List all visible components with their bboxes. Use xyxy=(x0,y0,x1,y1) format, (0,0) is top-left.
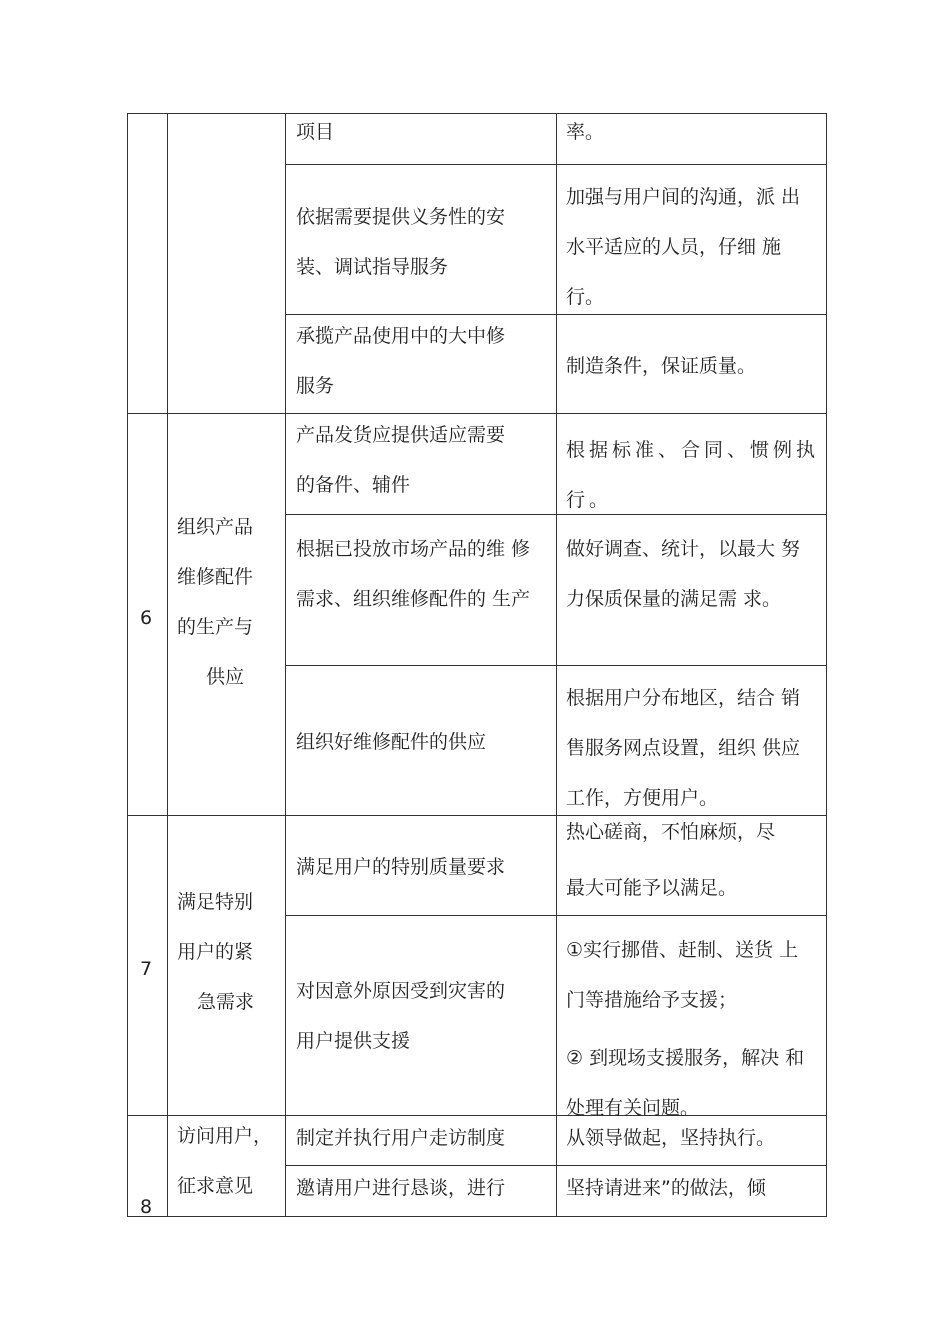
measure-cell xyxy=(566,807,775,913)
col-divider xyxy=(167,113,168,1217)
item-line: 服务 xyxy=(296,375,335,397)
measure-line: 做好调查、统计，以最大 努 xyxy=(566,538,801,560)
category-cell xyxy=(177,877,254,1027)
category-line: 的生产与 xyxy=(177,616,254,638)
measure-line: 工作，方便用户。 xyxy=(566,787,719,809)
item-line: 对因意外原因受到灾害的 xyxy=(296,980,506,1002)
item-cell xyxy=(296,1113,505,1163)
item-cell xyxy=(296,842,505,892)
row-number: 7 xyxy=(140,958,153,980)
category-line: 组织产品 xyxy=(177,516,254,538)
table-border-bottom xyxy=(127,1216,827,1217)
measure-cell xyxy=(566,341,756,391)
measure-cell xyxy=(566,425,819,525)
category-line: 访问用户， xyxy=(177,1125,273,1147)
measure-line: 售服务网点设置，组织 供应 xyxy=(566,737,801,759)
measure-line: ①实行挪借、赶制、送货 上 xyxy=(566,939,799,961)
measure-cell xyxy=(566,925,804,1133)
item-line: 承揽产品使用中的大中修 xyxy=(296,325,506,347)
item-cell xyxy=(296,311,505,411)
item-line: 邀请用户进行恳谈，进行 xyxy=(296,1177,506,1199)
measure-line: 最大可能予以满足。 xyxy=(566,877,738,899)
item-line: 用户提供支援 xyxy=(296,1030,411,1052)
measure-line: 力保质保量的满足需 求。 xyxy=(566,588,782,610)
measure-line: 率。 xyxy=(566,121,605,143)
col-border-left xyxy=(127,113,128,1217)
table-border-top xyxy=(127,113,827,114)
measure-line: 制造条件，保证质量。 xyxy=(566,355,757,377)
measure-line: 热心磋商，不怕麻烦，尽 xyxy=(566,821,776,843)
item-line: 的备件、辅件 xyxy=(296,474,411,496)
measure-line: 根据用户分布地区，结合 销 xyxy=(566,687,801,709)
category-cell xyxy=(177,502,253,702)
category-line: 用户的紧 xyxy=(177,941,254,963)
item-line: 项目 xyxy=(296,121,335,143)
measure-line: 行。 xyxy=(566,489,613,511)
category-line: 满足特别 xyxy=(177,891,254,913)
col-divider xyxy=(285,113,286,1217)
measure-cell xyxy=(566,1163,766,1213)
item-cell xyxy=(296,966,505,1066)
measure-line: ② 到现场支援服务，解决 和 xyxy=(566,1047,805,1069)
measure-cell xyxy=(566,172,800,322)
item-line: 制定并执行用户走访制度 xyxy=(296,1127,506,1149)
col-border-right xyxy=(826,113,827,1217)
measure-line: 根据标准、合同、惯例执 xyxy=(566,439,820,461)
category-cell xyxy=(177,1111,272,1211)
item-cell xyxy=(296,717,486,767)
measure-line: 处理有关问题。 xyxy=(566,1097,700,1119)
measure-line: 水平适应的人员，仔细 施 xyxy=(566,236,782,258)
col-divider xyxy=(556,113,557,1217)
item-cell xyxy=(296,410,505,510)
item-line: 组织好维修配件的供应 xyxy=(296,731,487,753)
measure-line: 从领导做起，坚持执行。 xyxy=(566,1127,776,1149)
measure-line: 门等措施给予支援； xyxy=(566,989,738,1011)
item-cell xyxy=(296,524,530,624)
item-line: 根据已投放市场产品的维 修 xyxy=(296,538,531,560)
category-line: 供应 xyxy=(206,666,245,688)
item-cell xyxy=(296,1163,505,1213)
measure-line: 行。 xyxy=(566,286,605,308)
measure-cell xyxy=(566,524,800,624)
row-number: 6 xyxy=(140,607,153,629)
item-line: 依据需要提供义务性的安 xyxy=(296,206,506,228)
item-line: 产品发货应提供适应需要 xyxy=(296,424,506,446)
row-number: 8 xyxy=(140,1196,153,1218)
item-cell xyxy=(296,107,334,157)
item-line: 需求、组织维修配件的 生产 xyxy=(296,588,531,610)
category-line: 征求意见 xyxy=(177,1175,254,1197)
measure-cell xyxy=(566,673,800,823)
item-cell xyxy=(296,192,505,292)
category-line: 急需求 xyxy=(197,991,255,1013)
measure-line: 坚持请进来”的做法，倾 xyxy=(566,1177,766,1199)
item-line: 装、调试指导服务 xyxy=(296,256,449,278)
item-line: 满足用户的特别质量要求 xyxy=(296,856,506,878)
measure-line: 加强与用户间的沟通，派 出 xyxy=(566,186,801,208)
category-line: 维修配件 xyxy=(177,566,254,588)
measure-cell xyxy=(566,1113,775,1163)
measure-cell xyxy=(566,107,604,157)
